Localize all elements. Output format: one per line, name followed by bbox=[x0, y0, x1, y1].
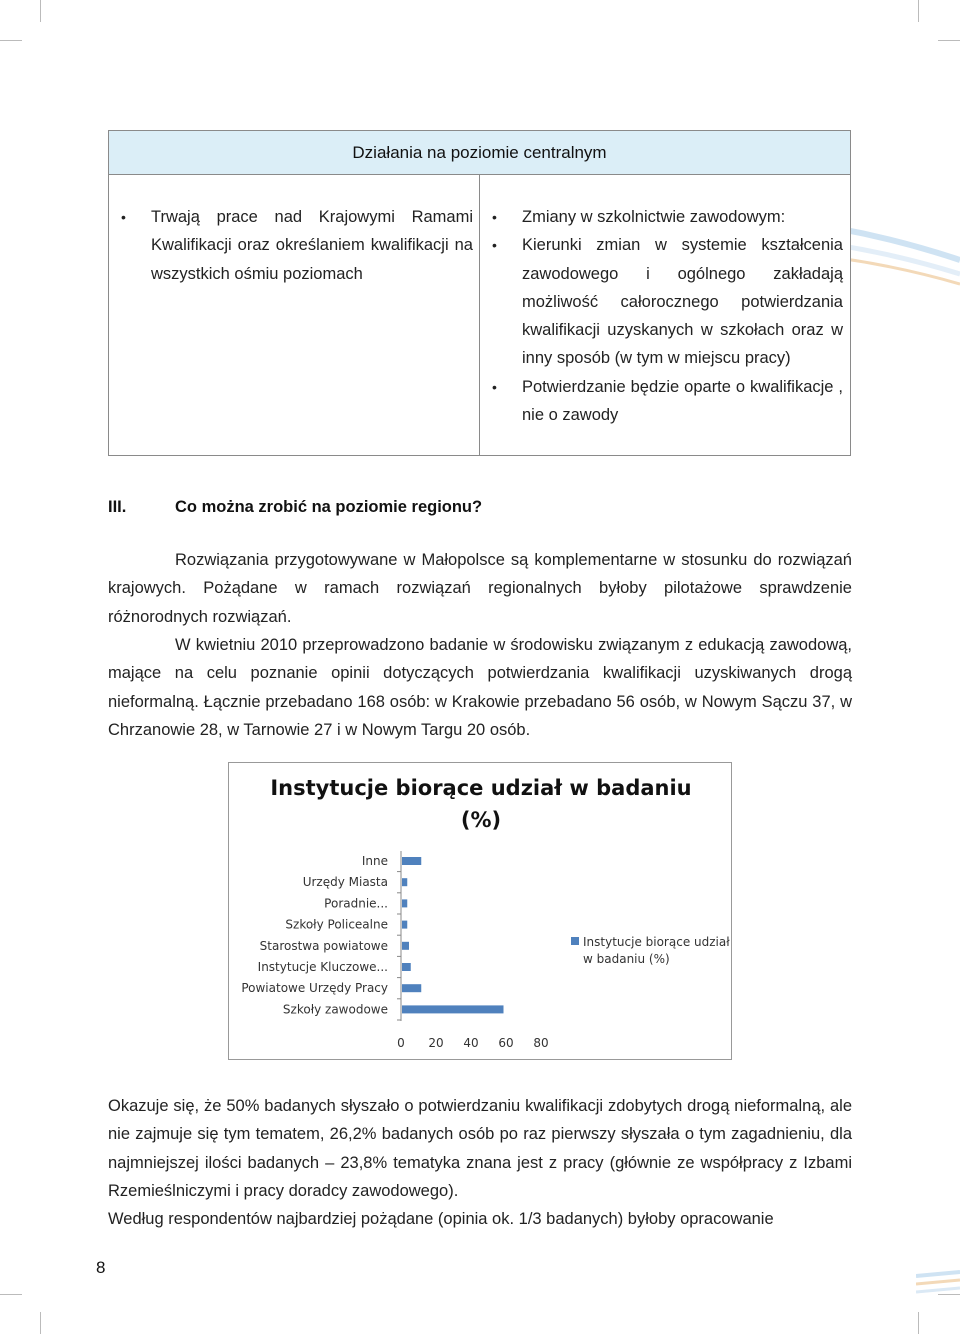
chart-bar bbox=[402, 878, 407, 886]
chart-bar bbox=[402, 857, 421, 865]
paragraph-4: Według respondentów najbardziej pożądane (opinia ok. 1/3 badanych) byłoby opracowanie bbox=[108, 1210, 774, 1228]
category-label: Poradnie... bbox=[324, 896, 388, 911]
table-right-column bbox=[480, 175, 850, 456]
table-header: Działania na poziomie centralnym bbox=[109, 131, 850, 175]
category-label: Instytucje Kluczowe... bbox=[257, 960, 388, 974]
category-label: Szkoły Policealne bbox=[285, 917, 388, 932]
crop-mark bbox=[918, 0, 919, 22]
x-tick-label: 80 bbox=[533, 1036, 549, 1050]
chart-canvas bbox=[229, 763, 733, 1061]
table-left-column bbox=[109, 175, 480, 456]
list-item: • Kierunki zmian w systemie kształcenia zawodowego i ogólnego zakładają możliwość całorocznego potwierdzania kwalifikacji uzyskanych w szkołach oraz w inny sposób (w tym w miejscu pracy) bbox=[488, 231, 843, 372]
paragraph-2: W kwietniu 2010 przeprowadzono badanie w środowisku związanym z edukacją zawodową, mające na celu poznanie opinii dotyczących potwierdzania kwalifikacji uzyskiwanych drogą nieformalną. Łącznie przebadano 168 osób: w Krakowie przebadano 56 osób, w Nowym Sączu 37, w Chrzanowie 28, w Tarnowie 27 i w Nowym Targu 20 osób. bbox=[108, 636, 852, 739]
category-label: Powiatowe Urzędy Pracy bbox=[241, 981, 388, 996]
crop-mark bbox=[938, 40, 960, 41]
paragraph-1: Rozwiązania przygotowywane w Małopolsce są komplementarne w stosunku do rozwiązań krajowych. Pożądane w ramach rozwiązań regionalnych byłoby pilotażowe sprawdzenie różnorodnych rozwiązań. bbox=[108, 551, 852, 626]
crop-mark bbox=[918, 1312, 919, 1334]
list-item: • Potwierdzanie będzie oparte o kwalifikacje , nie o zawody bbox=[488, 373, 843, 430]
crop-mark bbox=[40, 0, 41, 22]
x-tick-label: 60 bbox=[498, 1036, 514, 1050]
legend-label: w badaniu (%) bbox=[583, 952, 670, 966]
crop-mark bbox=[40, 1312, 41, 1334]
paragraph-3: Okazuje się, że 50% badanych słyszało o potwierdzaniu kwalifikacji zdobytych drogą nieformalną, ale nie zajmuje się tym tematem, 26,2% badanych osób po raz pierwszy słyszała o tym zagadnieniu, dla najmniejszej ilości badanych – 23,8% tematyka znana jest z pracy (głównie ze współpracy z Izbami Rzemieślniczymi i pracy doradcy zawodowego). bbox=[108, 1097, 852, 1200]
crop-mark bbox=[0, 1294, 22, 1295]
chart-bar bbox=[402, 921, 407, 929]
chart-title: Instytucje biorące udział w badaniu bbox=[270, 776, 692, 800]
category-label: Urzędy Miasta bbox=[302, 875, 388, 890]
chart-bar bbox=[402, 1005, 504, 1013]
category-label: Starostwa powiatowe bbox=[259, 938, 388, 953]
institutions-chart bbox=[228, 762, 732, 1060]
legend-swatch bbox=[571, 937, 579, 945]
chart-bar bbox=[402, 899, 407, 907]
x-tick-label: 0 bbox=[397, 1036, 405, 1050]
x-tick-label: 40 bbox=[463, 1036, 479, 1050]
x-tick-label: 20 bbox=[428, 1036, 444, 1050]
central-actions-table bbox=[108, 130, 851, 456]
page-number: 8 bbox=[96, 1258, 106, 1277]
legend-label: Instytucje biorące udział bbox=[583, 935, 730, 949]
table-body bbox=[109, 175, 850, 456]
section-number: III. bbox=[108, 498, 127, 516]
list-item: • Zmiany w szkolnictwie zawodowym: bbox=[488, 203, 843, 231]
section-title: Co można zrobić na poziomie regionu? bbox=[175, 498, 483, 516]
chart-bar bbox=[402, 984, 421, 992]
decorative-stripes bbox=[916, 1270, 960, 1300]
crop-mark bbox=[0, 40, 22, 41]
category-label: Szkoły zawodowe bbox=[282, 1002, 388, 1017]
chart-bar bbox=[402, 963, 411, 971]
chart-title: (%) bbox=[460, 808, 502, 832]
list-item: • Trwają prace nad Krajowymi Ramami Kwalifikacji oraz określaniem kwalifikacji na wszystkich ośmiu poziomach bbox=[117, 203, 473, 288]
category-label: Inne bbox=[361, 854, 388, 868]
chart-bar bbox=[402, 942, 409, 950]
